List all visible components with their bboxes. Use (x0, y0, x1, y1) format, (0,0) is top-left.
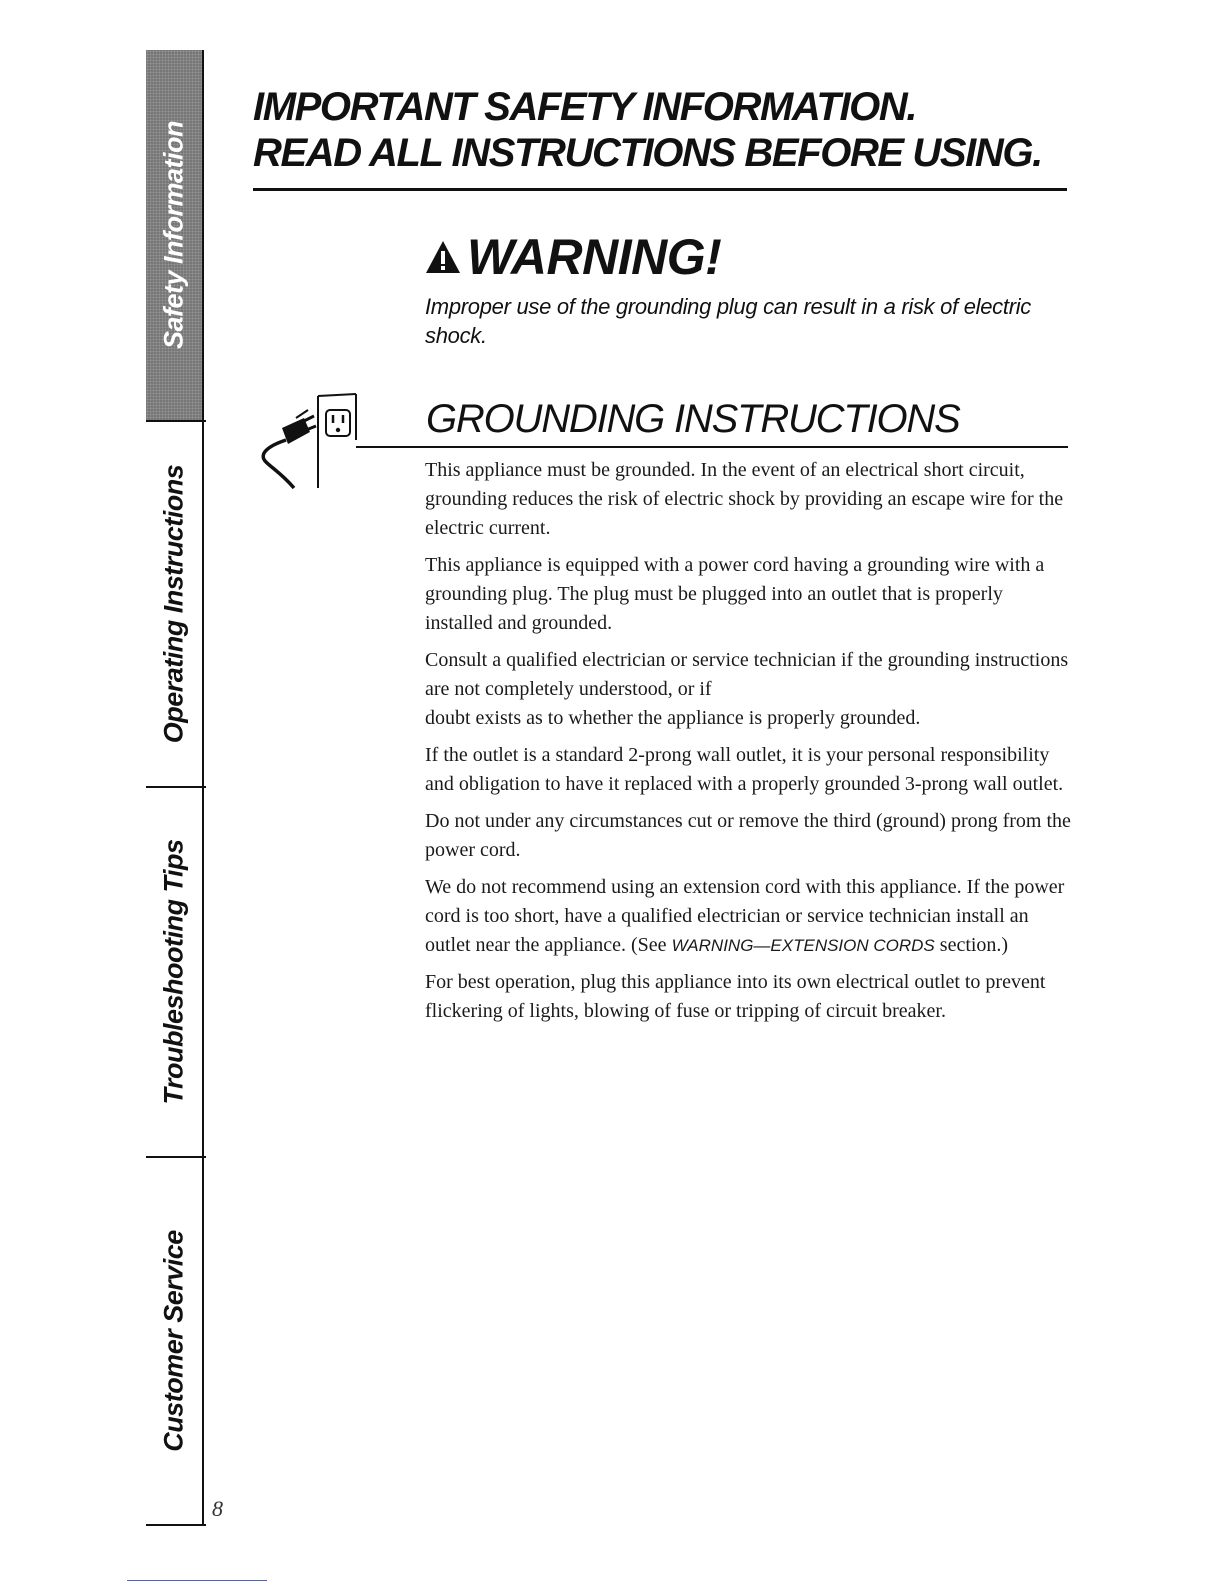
warning-title: WARNING! (467, 229, 722, 285)
warning-heading (425, 228, 721, 286)
paragraph: If the outlet is a standard 2-prong wall outlet, it is your personal responsibility and obligation to have it replaced with a properly grounded 3-prong wall outlet. (425, 744, 1064, 795)
warning-triangle-icon (425, 240, 461, 274)
tab-label: Operating Instructions (158, 464, 189, 744)
paragraph: For best operation, plug this appliance into its own electrical outlet to prevent flickering of lights, blowing of fuse or tripping of circuit breaker. (425, 971, 1046, 1022)
page-header (253, 84, 1067, 176)
tab-label: Safety Information (158, 120, 189, 350)
paragraph: This appliance must be grounded. In the event of an electrical short circuit, grounding reduces the risk of electric shock by providing an escape wire for the electric current. (425, 459, 1064, 539)
paragraph-text: We do not recommend using an extension cord with this appliance. If the power cord is too short, have a qualified electrician or service technician install an outlet near the appliance. (See (425, 876, 1065, 956)
paragraph: This appliance is equipped with a power cord having a grounding wire with a grounding plug. The plug must be plugged into an outlet that is properly installed and grounded. (425, 554, 1045, 634)
paragraph: Do not under any circumstances cut or remove the third (ground) prong from the power cord. (425, 810, 1071, 861)
footer-link-underline (127, 1580, 267, 1581)
header-rule (253, 188, 1067, 191)
section-tabs (146, 50, 206, 1526)
tab-safety-information[interactable] (146, 50, 204, 420)
page-number: 8 (212, 1496, 223, 1521)
warning-text: Improper use of the grounding plug can result in a risk of electric shock. (425, 294, 1032, 348)
tab-divider (146, 1524, 206, 1526)
grounding-instructions-body (425, 456, 1075, 1034)
tab-customer-service[interactable] (146, 1158, 204, 1524)
section-reference: WARNING—EXTENSION CORDS (671, 936, 935, 955)
header-line-2: READ ALL INSTRUCTIONS BEFORE USING. (253, 131, 1042, 175)
grounding-plug-icon (252, 388, 382, 498)
tab-label: Troubleshooting Tips (158, 839, 189, 1105)
section-rule (356, 446, 1068, 448)
header-line-1: IMPORTANT SAFETY INFORMATION. (253, 85, 917, 129)
paragraph: doubt exists as to whether the appliance is properly grounded. (425, 707, 921, 729)
section-title: GROUNDING INSTRUCTIONS (426, 397, 960, 441)
tab-troubleshooting-tips[interactable] (146, 788, 204, 1156)
tab-operating-instructions[interactable] (146, 422, 204, 786)
paragraph-extension-cord (425, 873, 1075, 960)
paragraph: Consult a qualified electrician or service technician if the grounding instructions are not completely understood, or if (425, 649, 1069, 700)
paragraph-text: section.) (939, 934, 1009, 956)
tab-label: Customer Service (158, 1230, 189, 1452)
